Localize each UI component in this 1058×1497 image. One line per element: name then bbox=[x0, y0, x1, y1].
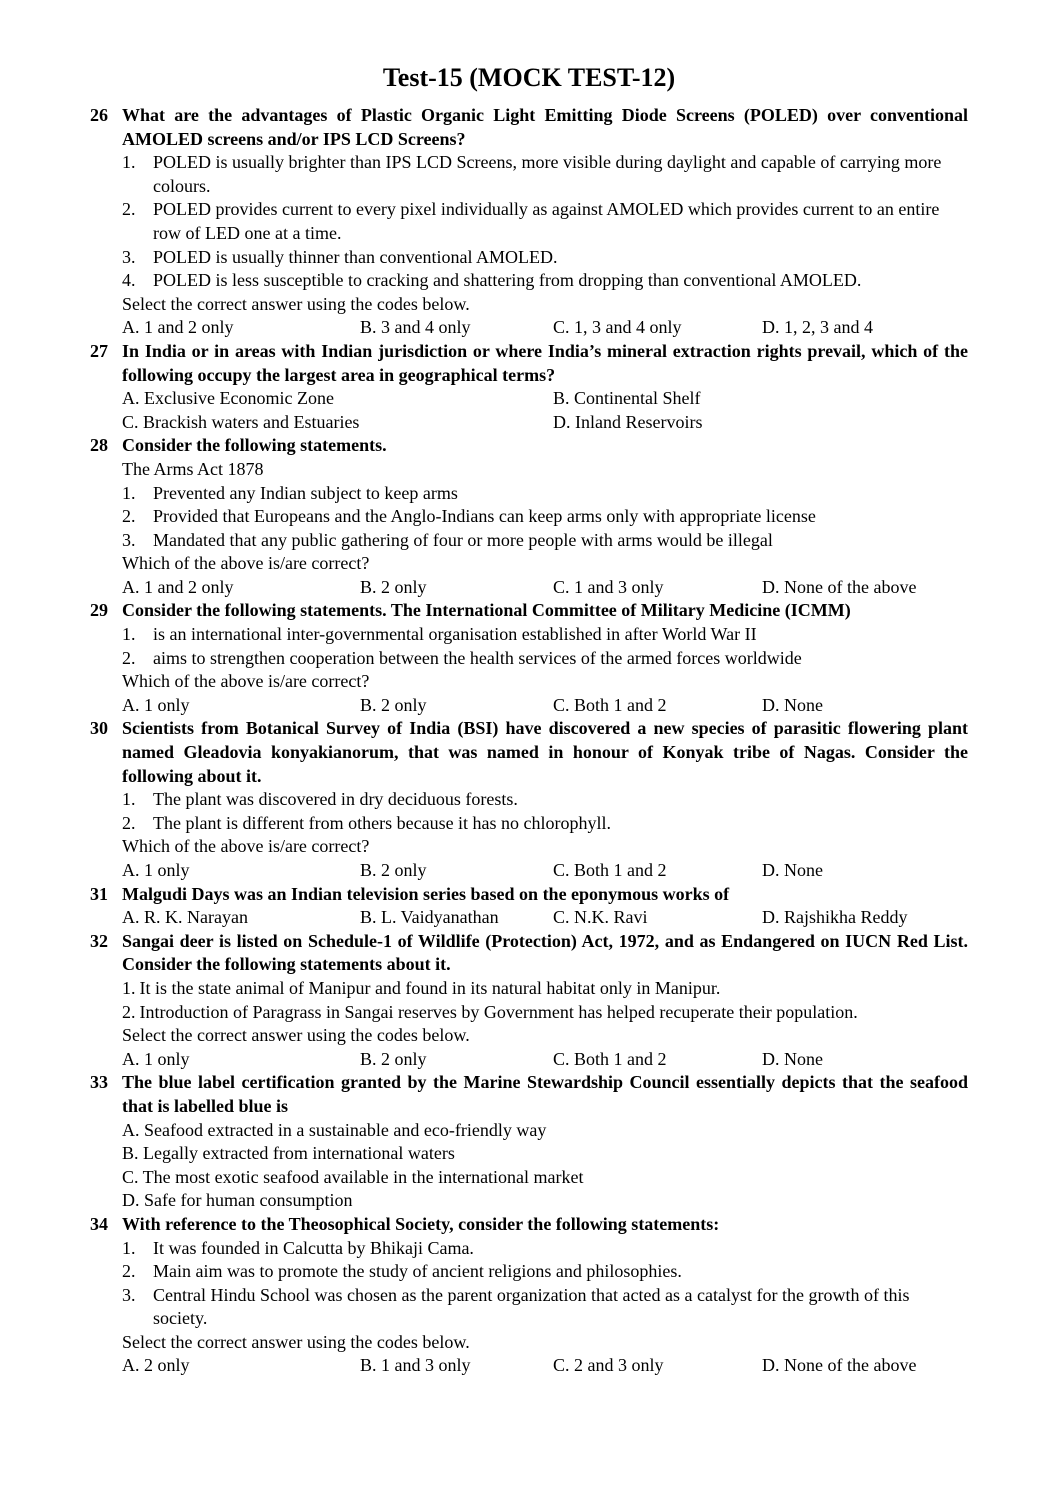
question-stem: With reference to the Theosophical Society, consider the following statements: bbox=[122, 1213, 720, 1234]
question-list bbox=[90, 104, 970, 1378]
statement bbox=[122, 623, 968, 647]
statement-number: 1. bbox=[122, 482, 136, 503]
statement-number: 2. bbox=[122, 506, 136, 527]
question bbox=[90, 599, 970, 717]
question-prompt: Which of the above is/are correct? bbox=[122, 836, 370, 857]
statement-number: 4. bbox=[122, 270, 136, 291]
page-title: Test-15 (MOCK TEST-12) bbox=[382, 63, 676, 92]
answer-option: B. L. Vaidyanathan bbox=[360, 907, 499, 928]
statement-number: 1. bbox=[122, 1237, 136, 1258]
question-prompt: Which of the above is/are correct? bbox=[122, 553, 370, 574]
question-prompt: Which of the above is/are correct? bbox=[122, 671, 370, 692]
question bbox=[90, 930, 970, 1072]
answer-option: A. 2 only bbox=[122, 1355, 190, 1376]
answer-option: C. N.K. Ravi bbox=[553, 907, 648, 928]
statement-text: Main aim was to promote the study of ancient religions and philosophies. bbox=[153, 1261, 682, 1282]
statement-text: Central Hindu School was chosen as the parent organization that acted as a catalyst for the growth of this society. bbox=[153, 1284, 910, 1329]
option-row bbox=[122, 387, 970, 411]
question bbox=[90, 1213, 970, 1378]
question-number: 27 bbox=[90, 340, 108, 361]
answer-option: B. 1 and 3 only bbox=[360, 1355, 471, 1376]
answer-option: C. 1, 3 and 4 only bbox=[553, 317, 682, 338]
answer-option: D. None of the above bbox=[762, 576, 917, 597]
answer-option: A. Seafood extracted in a sustainable and eco-friendly way bbox=[122, 1119, 547, 1140]
statement-number: 3. bbox=[122, 529, 136, 550]
statement-number: 2. bbox=[122, 812, 136, 833]
question-stem: Consider the following statements. bbox=[122, 435, 387, 456]
statement-text: Provided that Europeans and the Anglo-Indians can keep arms only with appropriate license bbox=[153, 506, 816, 527]
answer-option: B. 2 only bbox=[360, 860, 427, 880]
statement-number: 1. bbox=[122, 977, 136, 998]
answer-options bbox=[122, 906, 970, 930]
answer-options bbox=[122, 859, 970, 883]
statement-text: aims to strengthen cooperation between the health services of the armed forces worldwide bbox=[153, 647, 802, 668]
statement bbox=[122, 151, 968, 198]
answer-option: D. Safe for human consumption bbox=[122, 1190, 353, 1211]
statement-number: 1. bbox=[122, 152, 136, 173]
question-number: 31 bbox=[90, 883, 108, 904]
question bbox=[90, 717, 970, 882]
answer-option: C. 1 and 3 only bbox=[553, 576, 664, 597]
answer-option: D. None bbox=[762, 860, 823, 880]
answer-option: B. Continental Shelf bbox=[553, 388, 701, 409]
answer-option: B. 2 only bbox=[360, 694, 427, 715]
question bbox=[90, 883, 970, 930]
statement bbox=[122, 1260, 968, 1284]
option-row bbox=[122, 411, 970, 435]
answer-options bbox=[122, 316, 970, 340]
statement bbox=[122, 1001, 968, 1025]
statement-text: POLED is less susceptible to cracking and shattering from dropping than conventional AMOLED. bbox=[153, 270, 862, 291]
answer-option: A. Exclusive Economic Zone bbox=[122, 388, 334, 409]
answer-option: A. 1 only bbox=[122, 1048, 190, 1069]
statement-text: Mandated that any public gathering of four or more people with arms would be illegal bbox=[153, 529, 773, 550]
answer-option: D. None bbox=[762, 694, 823, 715]
statement-text: is an international inter-governmental organisation established in after World War II bbox=[153, 624, 757, 645]
statement-number: 3. bbox=[122, 1284, 136, 1305]
statement bbox=[122, 482, 968, 506]
statement-text: It is the state animal of Manipur and found in its natural habitat only in Manipur. bbox=[139, 977, 721, 998]
statement bbox=[122, 529, 968, 553]
answer-option: A. 1 and 2 only bbox=[122, 317, 234, 338]
question-stem: Malgudi Days was an Indian television series based on the eponymous works of bbox=[122, 883, 730, 904]
statement-number: 2. bbox=[122, 1001, 136, 1022]
question-number: 28 bbox=[90, 435, 108, 456]
answer-option: D. 1, 2, 3 and 4 bbox=[762, 317, 873, 338]
statement-number: 2. bbox=[122, 1261, 136, 1282]
statement-text: It was founded in Calcutta by Bhikaji Cama. bbox=[153, 1237, 474, 1258]
answer-options bbox=[122, 1048, 970, 1072]
statement bbox=[122, 269, 968, 293]
answer-option: B. 2 only bbox=[360, 576, 427, 597]
answer-option: D. None of the above bbox=[762, 1355, 917, 1376]
answer-option: C. Brackish waters and Estuaries bbox=[122, 411, 360, 432]
question-number: 33 bbox=[90, 1072, 108, 1093]
statement-number: 3. bbox=[122, 246, 136, 267]
answer-option: C. 2 and 3 only bbox=[553, 1355, 664, 1376]
question-prompt: Select the correct answer using the codes below. bbox=[122, 1025, 470, 1046]
answer-option: B. 2 only bbox=[360, 1048, 427, 1069]
statement bbox=[122, 812, 968, 836]
question bbox=[90, 1071, 970, 1213]
question-stem: The blue label certification granted by the Marine Stewardship Council essentially depicts that the seafood that is labelled blue is bbox=[122, 1072, 968, 1116]
statement-text: The plant is different from others because it has no chlorophyll. bbox=[153, 812, 612, 833]
question-stem: Scientists from Botanical Survey of India (BSI) have discovered a new species of parasitic flowering plant named Gleadovia konyakianorum, that was named in honour of Konyak tribe of Nagas. Consider the following about it. bbox=[122, 718, 968, 786]
answer-option: A. 1 only bbox=[122, 694, 190, 715]
answer-options bbox=[122, 694, 970, 718]
statement bbox=[122, 647, 968, 671]
answer-option: D. Rajshikha Reddy bbox=[762, 907, 908, 928]
answer-option: A. R. K. Narayan bbox=[122, 907, 248, 928]
question-number: 32 bbox=[90, 930, 108, 951]
statement bbox=[122, 1284, 968, 1331]
question bbox=[90, 434, 970, 599]
answer-option: C. Both 1 and 2 bbox=[553, 1048, 667, 1069]
statement-text: POLED provides current to every pixel individually as against AMOLED which provides current to an entire row of LED one at a time. bbox=[153, 199, 940, 243]
statement bbox=[122, 505, 968, 529]
answer-option: D. Inland Reservoirs bbox=[553, 411, 703, 432]
question-prompt: Select the correct answer using the codes below. bbox=[122, 1331, 470, 1352]
question-number: 29 bbox=[90, 600, 108, 621]
question-stem: Sangai deer is listed on Schedule-1 of Wildlife (Protection) Act, 1972, and as Endangered on IUCN Red List. Consider the following statements about it. bbox=[122, 930, 968, 975]
statement bbox=[122, 246, 968, 270]
statement-number: 1. bbox=[122, 624, 136, 645]
statement-text: The plant was discovered in dry deciduous forests. bbox=[153, 789, 518, 810]
question bbox=[90, 104, 970, 340]
answer-options bbox=[122, 387, 970, 434]
statement-number: 2. bbox=[122, 199, 136, 220]
answer-option: C. Both 1 and 2 bbox=[553, 860, 667, 880]
answer-options bbox=[122, 1119, 970, 1213]
answer-option: B. 3 and 4 only bbox=[360, 317, 471, 338]
answer-option: D. None bbox=[762, 1048, 823, 1069]
question-number: 34 bbox=[90, 1213, 108, 1234]
statement bbox=[122, 1237, 968, 1261]
answer-option: A. 1 and 2 only bbox=[122, 576, 234, 597]
question-prompt: Select the correct answer using the codes below. bbox=[122, 293, 470, 314]
answer-option: C. Both 1 and 2 bbox=[553, 694, 667, 715]
statement-number: 1. bbox=[122, 789, 136, 810]
statement-text: POLED is usually brighter than IPS LCD Screens, more visible during daylight and capable of carrying more colours. bbox=[153, 152, 942, 196]
statement-text: POLED is usually thinner than conventional AMOLED. bbox=[153, 246, 558, 267]
answer-option: A. 1 only bbox=[122, 860, 190, 880]
question-stem: Consider the following statements. The International Committee of Military Medicine (ICMM) bbox=[122, 600, 851, 621]
statement bbox=[122, 788, 968, 812]
statement bbox=[122, 977, 968, 1001]
statement-text: Prevented any Indian subject to keep arms bbox=[153, 482, 458, 503]
question-stem: What are the advantages of Plastic Organic Light Emitting Diode Screens (POLED) over conventional AMOLED screens and/or IPS LCD Screens? bbox=[122, 105, 968, 149]
question-stem: In India or in areas with Indian jurisdiction or where India’s mineral extraction rights prevail, which of the following occupy the largest area in geographical terms? bbox=[122, 340, 968, 385]
question-number: 30 bbox=[90, 718, 108, 739]
answer-options bbox=[122, 576, 970, 600]
question-intro: The Arms Act 1878 bbox=[122, 458, 264, 479]
answer-options bbox=[122, 1354, 970, 1378]
statement-number: 2. bbox=[122, 647, 136, 668]
answer-option: C. The most exotic seafood available in the international market bbox=[122, 1166, 584, 1187]
statement-text: Introduction of Paragrass in Sangai reserves by Government has helped recuperate their population. bbox=[139, 1001, 858, 1022]
question-number: 26 bbox=[90, 105, 108, 125]
statement bbox=[122, 198, 968, 245]
question bbox=[90, 340, 970, 434]
answer-option: B. Legally extracted from international waters bbox=[122, 1143, 455, 1164]
